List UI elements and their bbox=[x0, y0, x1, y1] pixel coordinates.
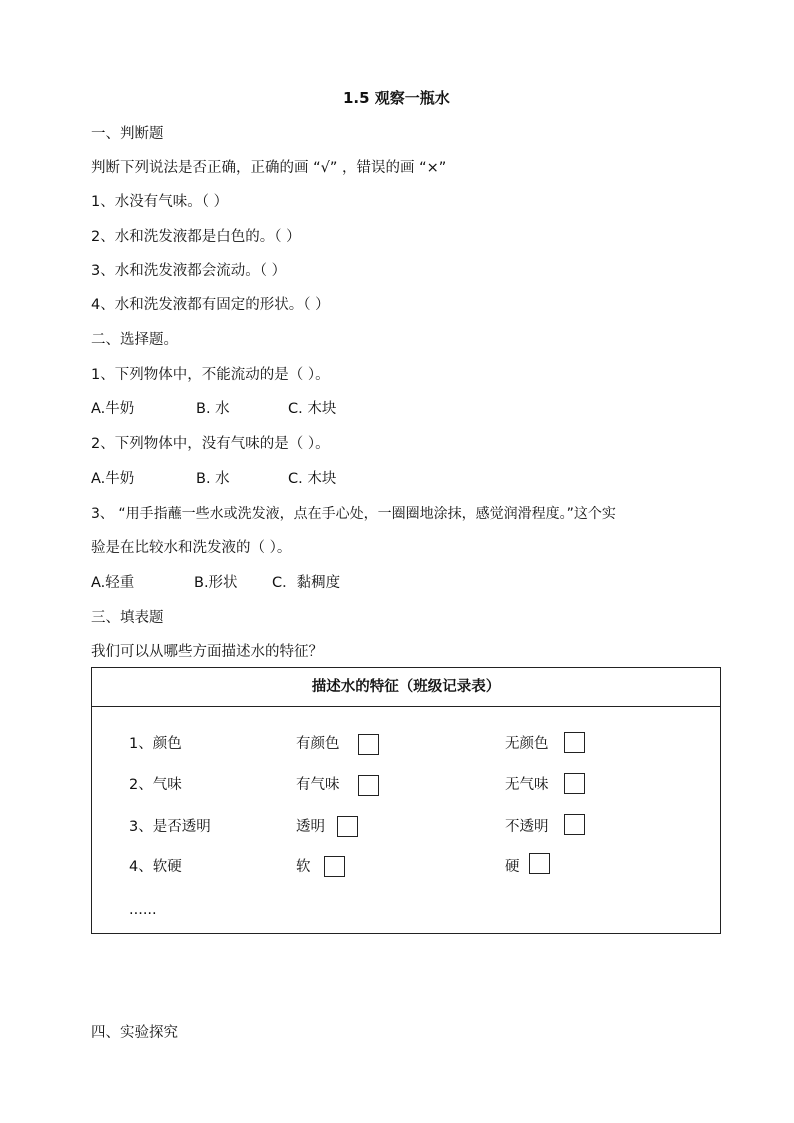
checkbox-opaque[interactable] bbox=[564, 814, 585, 835]
section3-question: 我们可以从哪些方面描述水的特征？ bbox=[91, 644, 323, 660]
section3-heading: 三、填表题 bbox=[91, 610, 164, 626]
checkbox-no-color[interactable] bbox=[564, 732, 585, 753]
table-row-label-transparent: 3、是否透明 bbox=[129, 819, 211, 835]
section1-heading: 一、判断题 bbox=[91, 126, 164, 142]
choice-q2-option-b: B. 水 bbox=[196, 471, 230, 487]
choice-q1-option-b: B. 水 bbox=[196, 401, 230, 417]
table-row-label-hardness: 4、软硬 bbox=[129, 859, 182, 875]
judge-item-1: 1、水没有气味。（ ） bbox=[91, 194, 229, 210]
page-title: 1.5 观察一瓶水 bbox=[343, 89, 450, 107]
checkbox-has-color[interactable] bbox=[358, 734, 379, 755]
record-table-header: 描述水的特征（班级记录表） bbox=[92, 668, 720, 707]
table-row-label-smell: 2、气味 bbox=[129, 777, 182, 793]
choice-q2-option-c: C. 木块 bbox=[288, 471, 337, 487]
checkbox-no-smell[interactable] bbox=[564, 773, 585, 794]
table-option-hard: 硬 bbox=[505, 859, 520, 875]
checkbox-soft[interactable] bbox=[324, 856, 345, 877]
record-table bbox=[91, 667, 721, 934]
choice-q3-stem-line2: 验是在比较水和洗发液的（ ）。 bbox=[91, 540, 292, 556]
table-option-no-color: 无颜色 bbox=[505, 736, 549, 752]
table-option-no-smell: 无气味 bbox=[505, 777, 549, 793]
choice-q1-option-a: A.牛奶 bbox=[91, 401, 135, 417]
choice-q3-option-b: B.形状 bbox=[194, 575, 238, 591]
table-row-label-color: 1、颜色 bbox=[129, 736, 182, 752]
section1-instruction: 判断下列说法是否正确，正确的画 “√” ，错误的画 “×” bbox=[91, 160, 447, 176]
table-option-has-smell: 有气味 bbox=[296, 777, 340, 793]
choice-q2-stem: 2、下列物体中，没有气味的是（ ）。 bbox=[91, 436, 330, 452]
choice-q3-option-c: C．黏稠度 bbox=[272, 575, 341, 591]
checkbox-transparent[interactable] bbox=[337, 816, 358, 837]
choice-q3-stem-line1: 3、 “用手指蘸一些水或洗发液，点在手心处，一圈圈地涂抹，感觉润滑程度。”这个实 bbox=[91, 506, 616, 522]
table-option-opaque: 不透明 bbox=[505, 819, 549, 835]
table-option-has-color: 有颜色 bbox=[296, 736, 340, 752]
table-option-transparent: 透明 bbox=[296, 819, 325, 835]
table-ellipsis: ...... bbox=[129, 902, 157, 918]
choice-q1-option-c: C. 木块 bbox=[288, 401, 337, 417]
checkbox-has-smell[interactable] bbox=[358, 775, 379, 796]
checkbox-hard[interactable] bbox=[529, 853, 550, 874]
judge-item-3: 3、水和洗发液都会流动。（ ） bbox=[91, 263, 287, 279]
choice-q3-option-a: A.轻重 bbox=[91, 575, 135, 591]
choice-q2-option-a: A.牛奶 bbox=[91, 471, 135, 487]
judge-item-4: 4、水和洗发液都有固定的形状。（ ） bbox=[91, 297, 330, 313]
table-option-soft: 软 bbox=[296, 859, 311, 875]
judge-item-2: 2、水和洗发液都是白色的。（ ） bbox=[91, 229, 301, 245]
section2-heading: 二、选择题。 bbox=[91, 332, 178, 348]
choice-q1-stem: 1、下列物体中，不能流动的是（ ）。 bbox=[91, 367, 330, 383]
section4-heading: 四、实验探究 bbox=[91, 1025, 178, 1041]
